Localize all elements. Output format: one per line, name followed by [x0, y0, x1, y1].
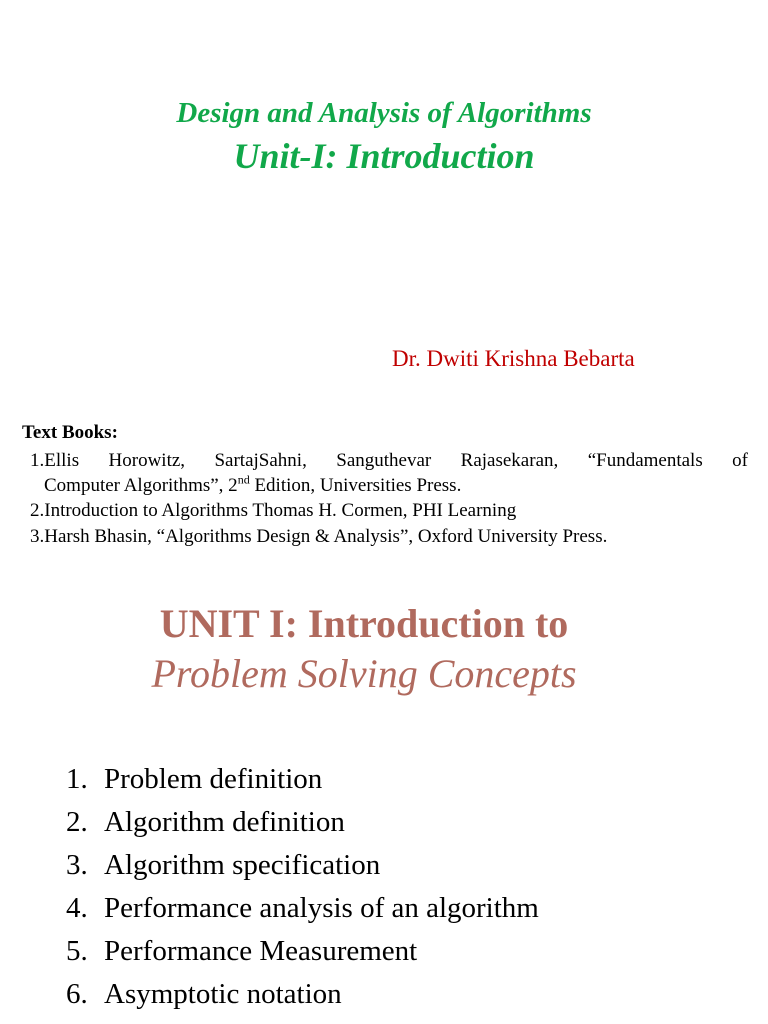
list-item-label: Performance Measurement: [104, 935, 418, 967]
list-item-number: 3.: [66, 849, 88, 881]
unit-title: Unit-I: Introduction: [233, 136, 535, 176]
text-book-3: 3.Harsh Bhasin, “Algorithms Design & Analysis”, Oxford University Press.: [30, 526, 608, 547]
list-item-number: 2.: [66, 806, 88, 838]
list-item-label: Algorithm definition: [104, 806, 345, 838]
list-item: [66, 887, 539, 930]
list-item: [66, 844, 539, 887]
text-book-1-line-2-post: Edition, Universities Press.: [249, 475, 462, 496]
list-item-number: 6.: [66, 978, 88, 1010]
unit-subheading: Problem Solving Concepts: [151, 651, 577, 696]
course-title: Design and Analysis of Algorithms: [176, 97, 592, 129]
edition-superscript: nd: [237, 472, 250, 487]
list-item: [66, 801, 539, 844]
list-item-label: Performance analysis of an algorithm: [104, 892, 539, 924]
list-item: [66, 930, 539, 973]
text-book-1-line-2: [44, 473, 461, 498]
list-item-number: 5.: [66, 935, 88, 967]
list-item-number: 1.: [66, 763, 88, 795]
text-book-1-line-2-pre: Computer Algorithms”, 2: [44, 475, 238, 496]
text-book-2: 2.Introduction to Algorithms Thomas H. Cormen, PHI Learning: [30, 500, 517, 521]
unit-heading: UNIT I: Introduction to: [159, 601, 569, 646]
text-books-heading: Text Books:: [22, 422, 118, 443]
list-item-number: 4.: [66, 892, 88, 924]
list-item-label: Asymptotic notation: [104, 978, 342, 1010]
list-item: [66, 973, 539, 1016]
list-item-label: Algorithm specification: [104, 849, 381, 881]
text-book-1-line-1: 1.Ellis Horowitz, SartajSahni, Sanguthevar Rajasekaran, “Fundamentals of: [30, 450, 748, 471]
list-item-label: Problem definition: [104, 763, 323, 795]
author-name: Dr. Dwiti Krishna Bebarta: [392, 346, 635, 371]
list-item: [66, 758, 539, 801]
topics-list: [66, 758, 539, 1016]
